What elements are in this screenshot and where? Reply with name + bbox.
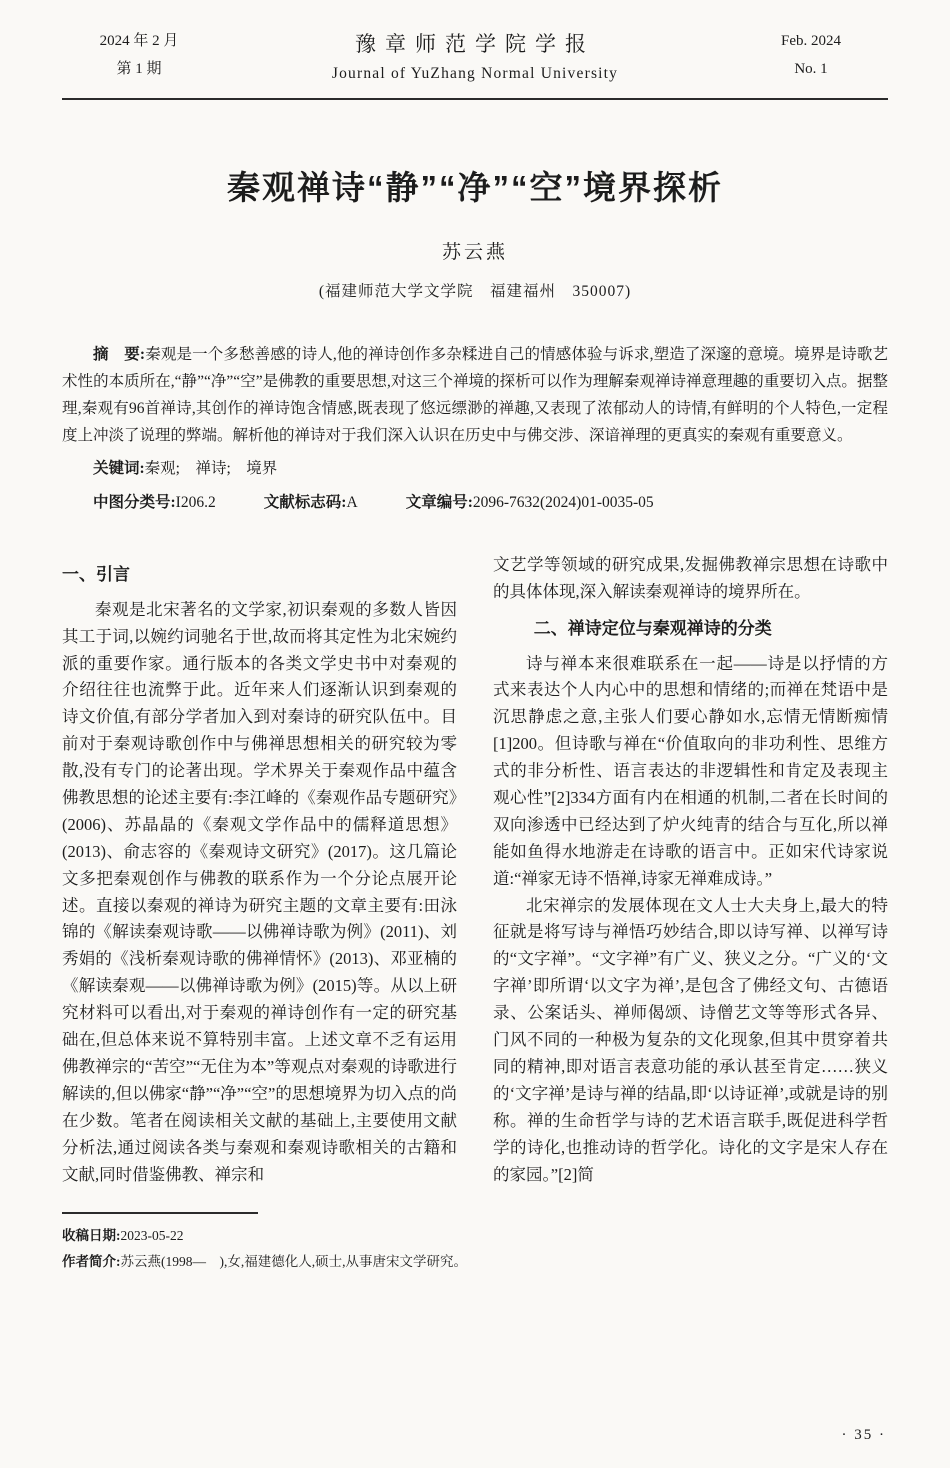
masthead-issue-number-cn: 第 1 期 [116, 60, 162, 77]
body-paragraph: 诗与禅本来很难联系在一起——诗是以抒情的方式来表达个人内心中的思想和情绪的;而禅在梵语中是沉思静虑之意,主张人们要心静如水,忘情无情断痴情[1]200。但诗歌与禅在“价值取向的非功利性、思维方式的非分析性、语言表达的非逻辑性和肯定及表现主观心性”[2]334方面有内在相通的机制,二者在长时间的双向渗透中已经达到了炉火纯青的结合与互化,所以禅能如鱼得水地游走在诗歌的语言中。正如宋代诗家说道:“禅家无诗不悟禅,诗家无禅难成诗。” [493, 653, 888, 888]
article-id-value: 2096-7632(2024)01-0035-05 [472, 493, 654, 511]
article-title: 秦观禅诗“静”“净”“空”境界探析 [227, 168, 723, 206]
footnote-divider [62, 1212, 258, 1214]
abstract [62, 341, 888, 450]
received-date-line [62, 1223, 888, 1249]
doc-code-label: 文献标志码: [263, 493, 347, 511]
journal-title-en: Journal of YuZhang Normal University [331, 65, 619, 83]
abstract-label: 摘 要: [93, 345, 146, 363]
masthead-issue-en [736, 28, 886, 84]
body-paragraph-continuation: 文艺学等领域的研究成果,发掘佛教禅宗思想在诗歌中的具体体现,深入解读秦观禅诗的境界所在。 [493, 555, 888, 601]
author-bio-label: 作者简介: [62, 1254, 121, 1270]
body-column-right [493, 552, 888, 1188]
doc-code-value: A [346, 493, 358, 511]
section-heading-introduction: 一、引言 [62, 565, 130, 585]
article-footnote [62, 1212, 888, 1274]
clc-label: 中图分类号: [93, 493, 176, 511]
article-body [62, 552, 888, 1188]
body-paragraph: 北宋禅宗的发展体现在文人士大夫身上,最大的特征就是将写诗与禅悟巧妙结合,即以诗写禅、以禅写诗的“文字禅”。“文字禅”有广义、狭义之分。“广义的‘文字禅’即所谓‘以文字为禅’,是包含了佛经文句、古德语录、公案话头、禅师偈颂、诗僧艺文等等形式各异、门风不同的一种极为复杂的文化现象,但其中贯穿着共同的精神,即对语言表意功能的承认甚至肯定……狭义的‘文字禅’是诗与禅的结晶,即‘以诗证禅’,或就是诗的别称。禅的生命哲学与诗的艺术语言联手,既促进科学哲学的诗化,也推动诗的哲学化。诗化的文字是宋人存在的家园。”[2]简 [493, 895, 888, 1184]
received-date-value: 2023-05-22 [120, 1228, 184, 1244]
journal-title-cn: 豫章师范学院学报 [355, 32, 595, 57]
article-id-label: 文章编号: [405, 493, 473, 511]
body-column-left [62, 552, 457, 1188]
masthead-date-en: Feb. 2024 [781, 33, 841, 49]
author-bio-value: 苏云燕(1998— ),女,福建德化人,硕士,从事唐宋文学研究。 [120, 1254, 467, 1270]
body-paragraph: 秦观是北宋著名的文学家,初识秦观的多数人皆因其工于词,以婉约词驰名于世,故而将其定性为北宋婉约派的重要作家。通行版本的各类文学史书中对秦观的介绍往往也流弊于此。近年来人们逐渐认识到秦观的诗文价值,有部分学者加入到对秦诗的研究队伍中。目前对于秦观诗歌创作中与佛禅思想相关的研究较为零散,没有专门的论著出现。学术界关于秦观作品中蕴含佛教思想的论述主要有:李江峰的《秦观作品专题研究》(2006)、苏晶晶的《秦观文学作品中的儒释道思想》(2013)、俞志容的《秦观诗文研究》(2017)。这几篇论文多把秦观创作与佛教的联系作为一个分论点展开论述。直接以秦观的禅诗为研究主题的文章主要有:田泳锦的《解读秦观诗歌——以佛禅诗歌为例》(2011)、刘秀娟的《浅析秦观诗歌的佛禅情怀》(2013)、邓亚楠的《解读秦观——以佛禅诗歌为例》(2015)等。从以上研究材料可以看出,对于秦观的禅诗创作有一定的研究基础在,但总体来说不算特别丰富。上述文章不乏有运用佛教禅宗的“苦空”“无住为本”等观点对秦观的诗歌进行解读的,但以佛家“静”“净”“空”的思想境界为切入点的尚在少数。笔者在阅读相关文献的基础上,主要使用文献分析法,通过阅读各类与秦观和秦观诗歌相关的古籍和文献,同时借鉴佛教、禅宗和 [62, 599, 457, 1184]
section-heading-classification: 二、禅诗定位与秦观禅诗的分类 [533, 618, 772, 638]
keywords-line [62, 455, 888, 482]
masthead-date-cn: 2024 年 2 月 [99, 33, 179, 49]
keywords-text: 秦观; 禅诗; 境界 [144, 459, 278, 477]
abstract-text: 秦观是一个多愁善感的诗人,他的禅诗创作多杂糅进自己的情感体验与诉求,塑造了深邃的意境。境界是诗歌艺术性的本质所在,“静”“净”“空”是佛教的重要思想,对这三个禅境的探析可以作为理解秦观禅诗禅意理趣的重要切入点。据整理,秦观有96首禅诗,其创作的禅诗饱含情感,既表现了悠远缥渺的禅趣,又表现了浓郁动人的诗情,有鲜明的个人特色,一定程度上冲淡了说理的弊端。解析他的禅诗对于我们深入认识在历史中与佛交涉、深谙禅理的更真实的秦观有重要意义。 [62, 345, 888, 445]
masthead-divider [62, 98, 888, 100]
received-date-label: 收稿日期: [62, 1228, 121, 1244]
masthead-issue-number-en: No. 1 [794, 60, 828, 77]
author-affiliation: (福建师范大学文学院 福建福州 350007) [318, 282, 632, 300]
clc-value: I206.2 [175, 493, 216, 511]
keywords-label: 关键词: [93, 459, 145, 477]
journal-title-block [214, 28, 736, 83]
author-bio-line [62, 1249, 888, 1275]
masthead-issue-cn [64, 28, 214, 84]
author-name: 苏云燕 [441, 241, 508, 263]
classification-line [62, 489, 888, 516]
page-number: · 35 · [841, 1427, 886, 1443]
journal-masthead [62, 20, 888, 94]
